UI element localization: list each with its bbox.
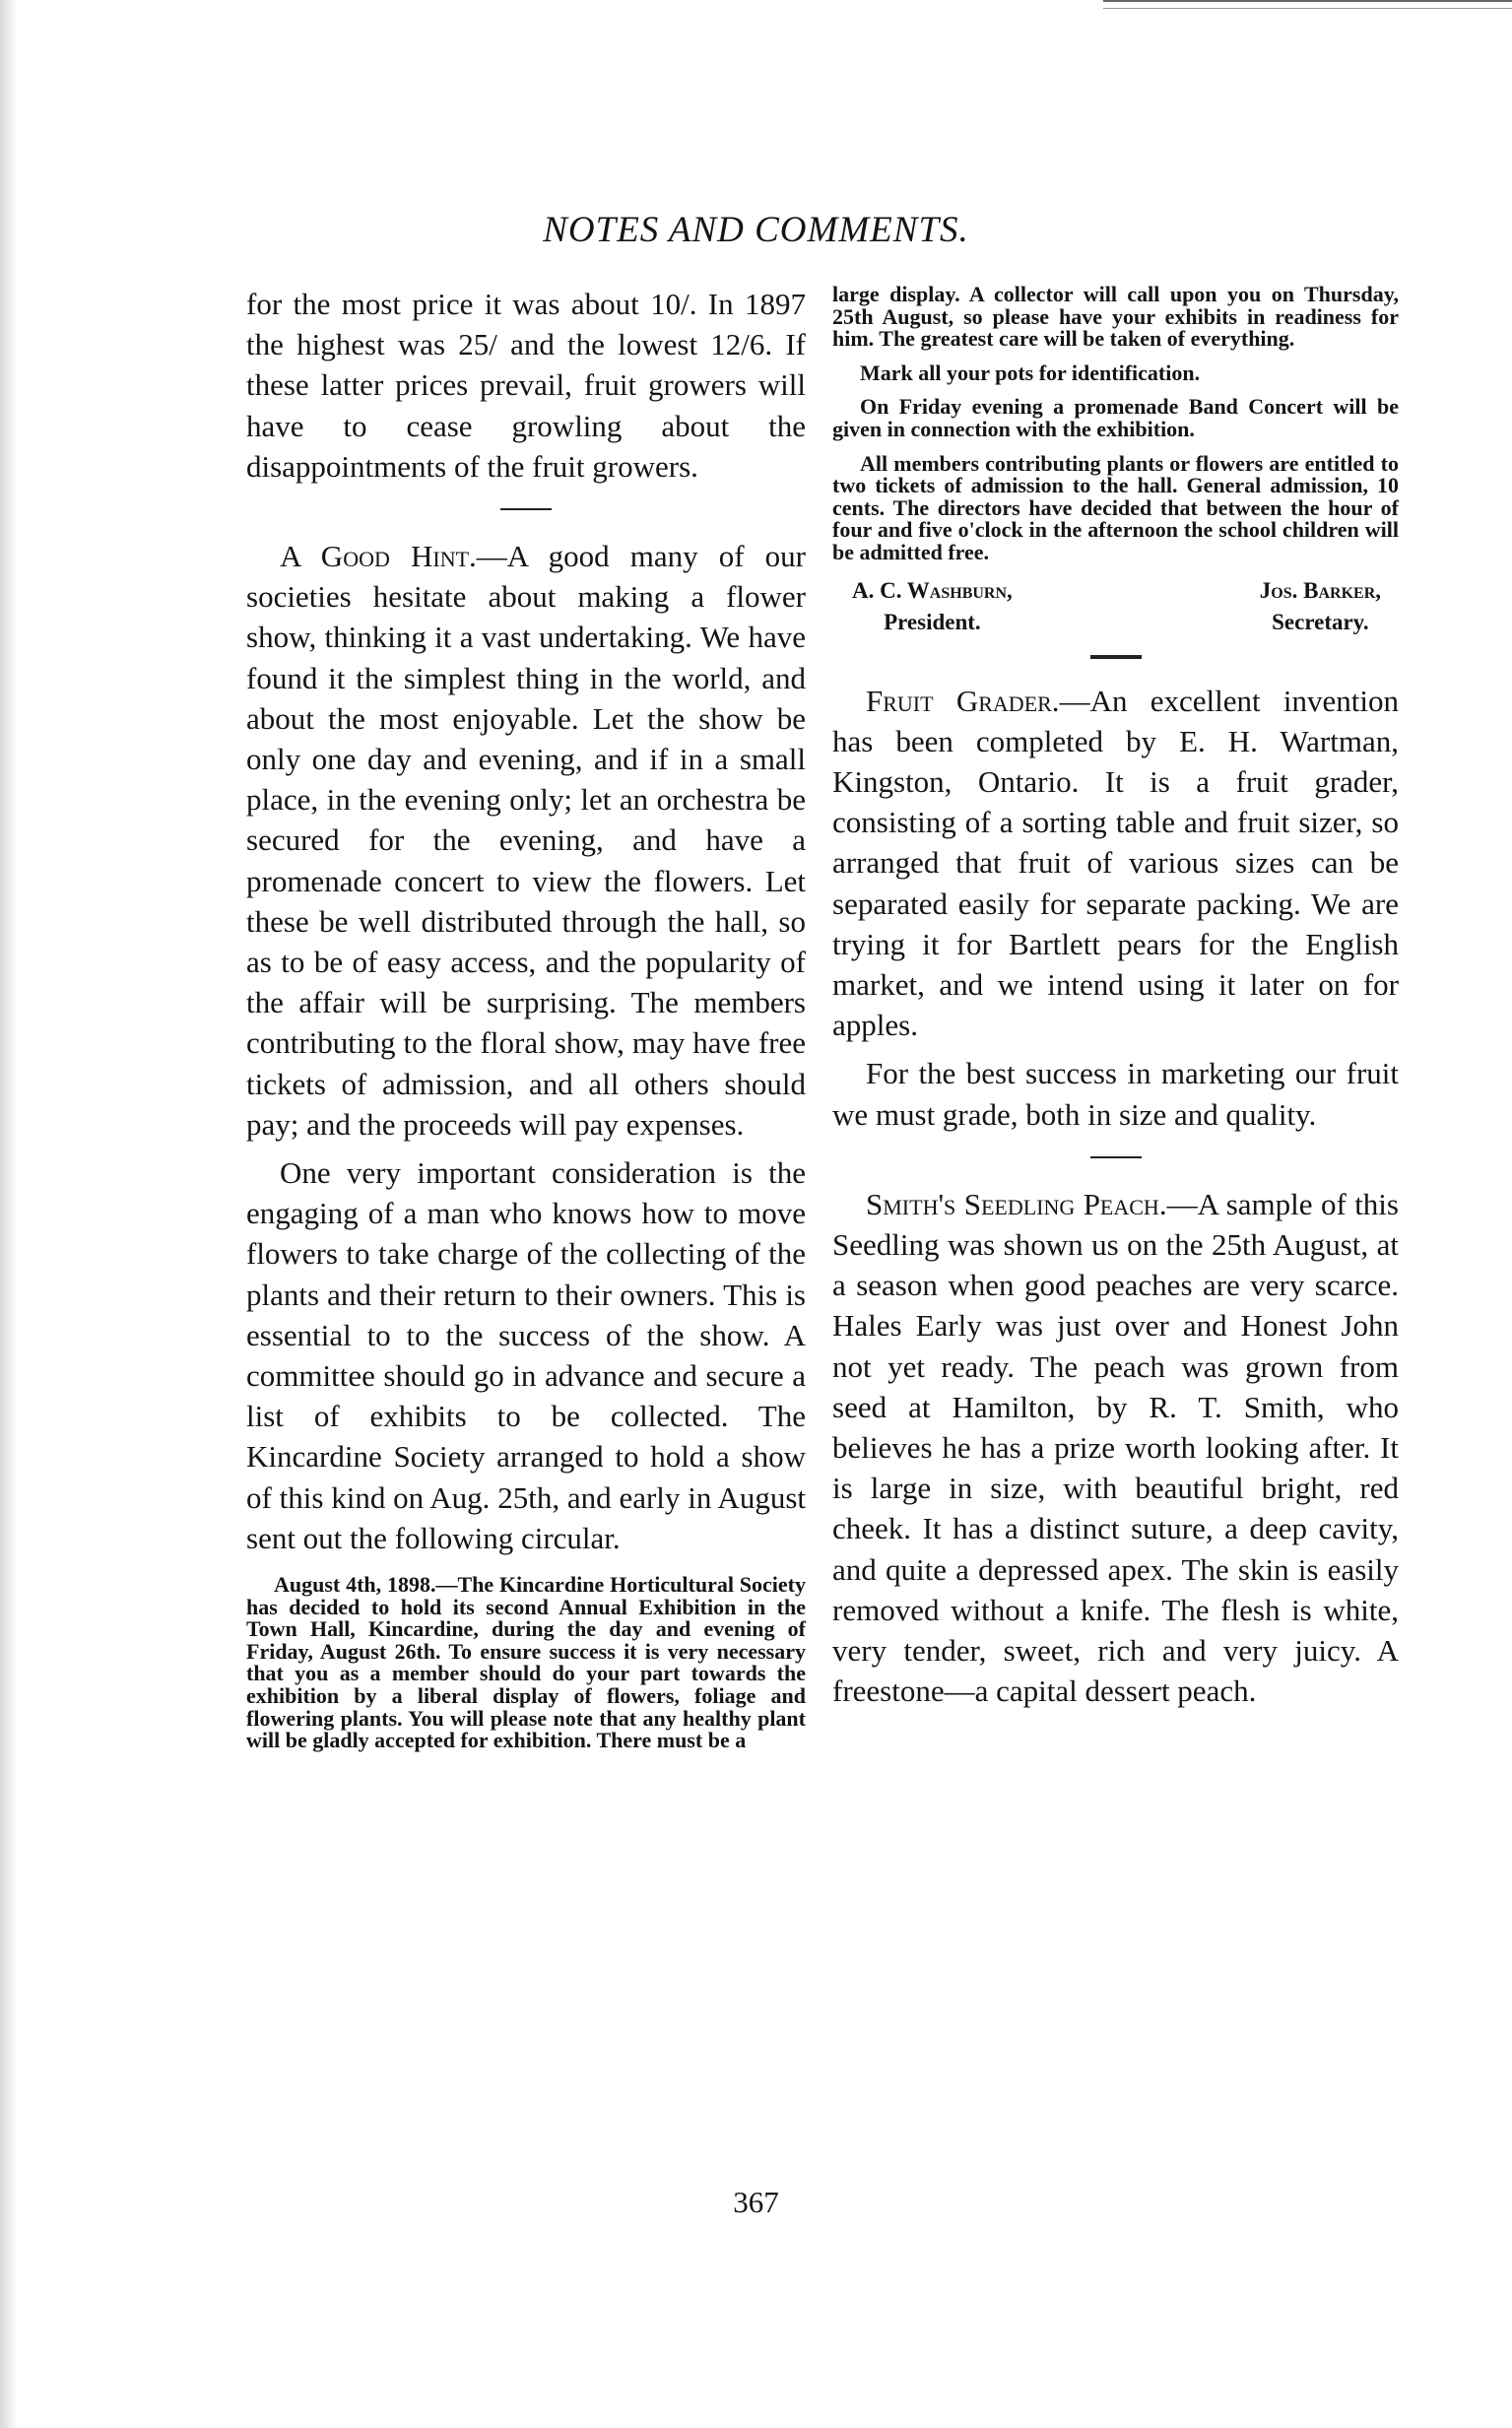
- section-divider: [500, 508, 552, 510]
- top-rule: [1103, 0, 1512, 9]
- paragraph-smiths-peach: [832, 1184, 1399, 1712]
- paragraph-grading: For the best success in marketing our fruit we must grade, both in size and quality.: [832, 1056, 1399, 1132]
- good-hint-heading: A Good Hint.: [280, 539, 477, 574]
- circular-band-concert: On Friday evening a promenade Band Concert will be given in connection with the exhibition.: [832, 394, 1399, 441]
- page-number: 367: [733, 2185, 779, 2219]
- circular-mark-pots: Mark all your pots for identification.: [860, 360, 1201, 385]
- secretary-title: Secretary.: [1272, 609, 1369, 634]
- smiths-peach-heading: Smith's Seedling Peach.: [866, 1186, 1167, 1221]
- circular-text-start: August 4th, 1898.—The Kincardine Horticultural Society has decided to hold its second Annual Exhibition in the Town Hall, Kincardine, during the day and evening of Friday, August 26th. To ensure success it is very necessary that you as a member should do your part towards the exhibition by a liberal display of flowers, foliage and flowering plants. You will please note that any healthy plant will be gladly accepted for exhibition. There must be a: [246, 1572, 806, 1753]
- running-head: NOTES AND COMMENTS.: [543, 210, 969, 250]
- fruit-grader-text: —An excellent invention has been completed by E. H. Wartman, Kingston, Ontario. It is a fruit grader, consisting of a sorting table and fruit sizer, so arranged that fruit of various sizes can be separated easily for separate packing. We are trying it for Bartlett pears for the English market, and we intend using it later on for apples.: [832, 683, 1399, 1043]
- section-divider: [1090, 655, 1142, 659]
- paragraph-collecting-plants: One very important consideration is the engaging of a man who knows how to move flowers to take charge of the collecting of the plants and their return to their owners. This is essential to to the success of the show. A committee should go in advance and secure a list of exhibits to be collected. The Kincardine Society arranged to hold a show of this kind on Aug. 25th, and early in August sent out the following circular.: [246, 1155, 806, 1555]
- smiths-peach-text: —A sample of this Seedling was shown us on the 25th August, at a season when good peaches are very scarce. Hales Early was just over and Honest John not yet ready. The peach was grown from seed at Hamilton, by R. T. Smith, who believes he has a prize worth looking after. It is large in size, with beautiful bright, red cheek. It has a distinct suture, a deep cavity, and quite a depressed apex. The skin is easily removed without a knife. The flesh is white, very tender, sweet, rich and very juicy. A freestone—a capital dessert peach.: [832, 1186, 1399, 1709]
- president-name: A. C. Washburn,: [852, 577, 1013, 603]
- signature-president: [852, 578, 1013, 635]
- signature-secretary: [1260, 578, 1381, 635]
- paragraph-fruit-grader: [832, 681, 1399, 1046]
- page-edge-shadow: [0, 0, 18, 2428]
- right-column: [832, 284, 1399, 1711]
- left-column: [246, 284, 806, 1752]
- good-hint-text: —A good many of our societies hesitate about making a flower show, thinking it a vast undertaking. We have found it the simplest thing in the world, and about the most enjoyable. Let the show be only one day and evening, and if in a small place, in the evening only; let an orchestra be secured for the evening, and have a promenade concert to view the flowers. Let these be well distributed through the hall, so as to be of easy access, and the popularity of the affair will be surprising. The members contributing to the floral show, may have free tickets of admission, and all others should pay; and the proceeds will pay expenses.: [246, 539, 806, 1142]
- circular-text-continued: large display. A collector will call upon you on Thursday, 25th August, so please have your exhibits in readiness for him. The greatest care will be taken of everything.: [832, 282, 1399, 352]
- fruit-grader-heading: Fruit Grader.: [866, 683, 1060, 718]
- circular-signatures: [832, 578, 1399, 635]
- paragraph-good-hint: [246, 536, 806, 1145]
- section-divider: [1090, 1156, 1142, 1158]
- president-title: President.: [884, 609, 981, 634]
- secretary-name: Jos. Barker,: [1259, 577, 1381, 603]
- circular-admission: All members contributing plants or flowers are entitled to two tickets of admission to the hall. General admission, 10 cents. The directors have decided that between the hour of four and five o'clock in the afternoon the school children will be admitted free.: [832, 450, 1399, 564]
- paragraph-fruit-prices: for the most price it was about 10/. In 1897 the highest was 25/ and the lowest 12/6. If these latter prices prevail, fruit growers will have to cease growling about the disappointments of the fruit growers.: [246, 287, 806, 484]
